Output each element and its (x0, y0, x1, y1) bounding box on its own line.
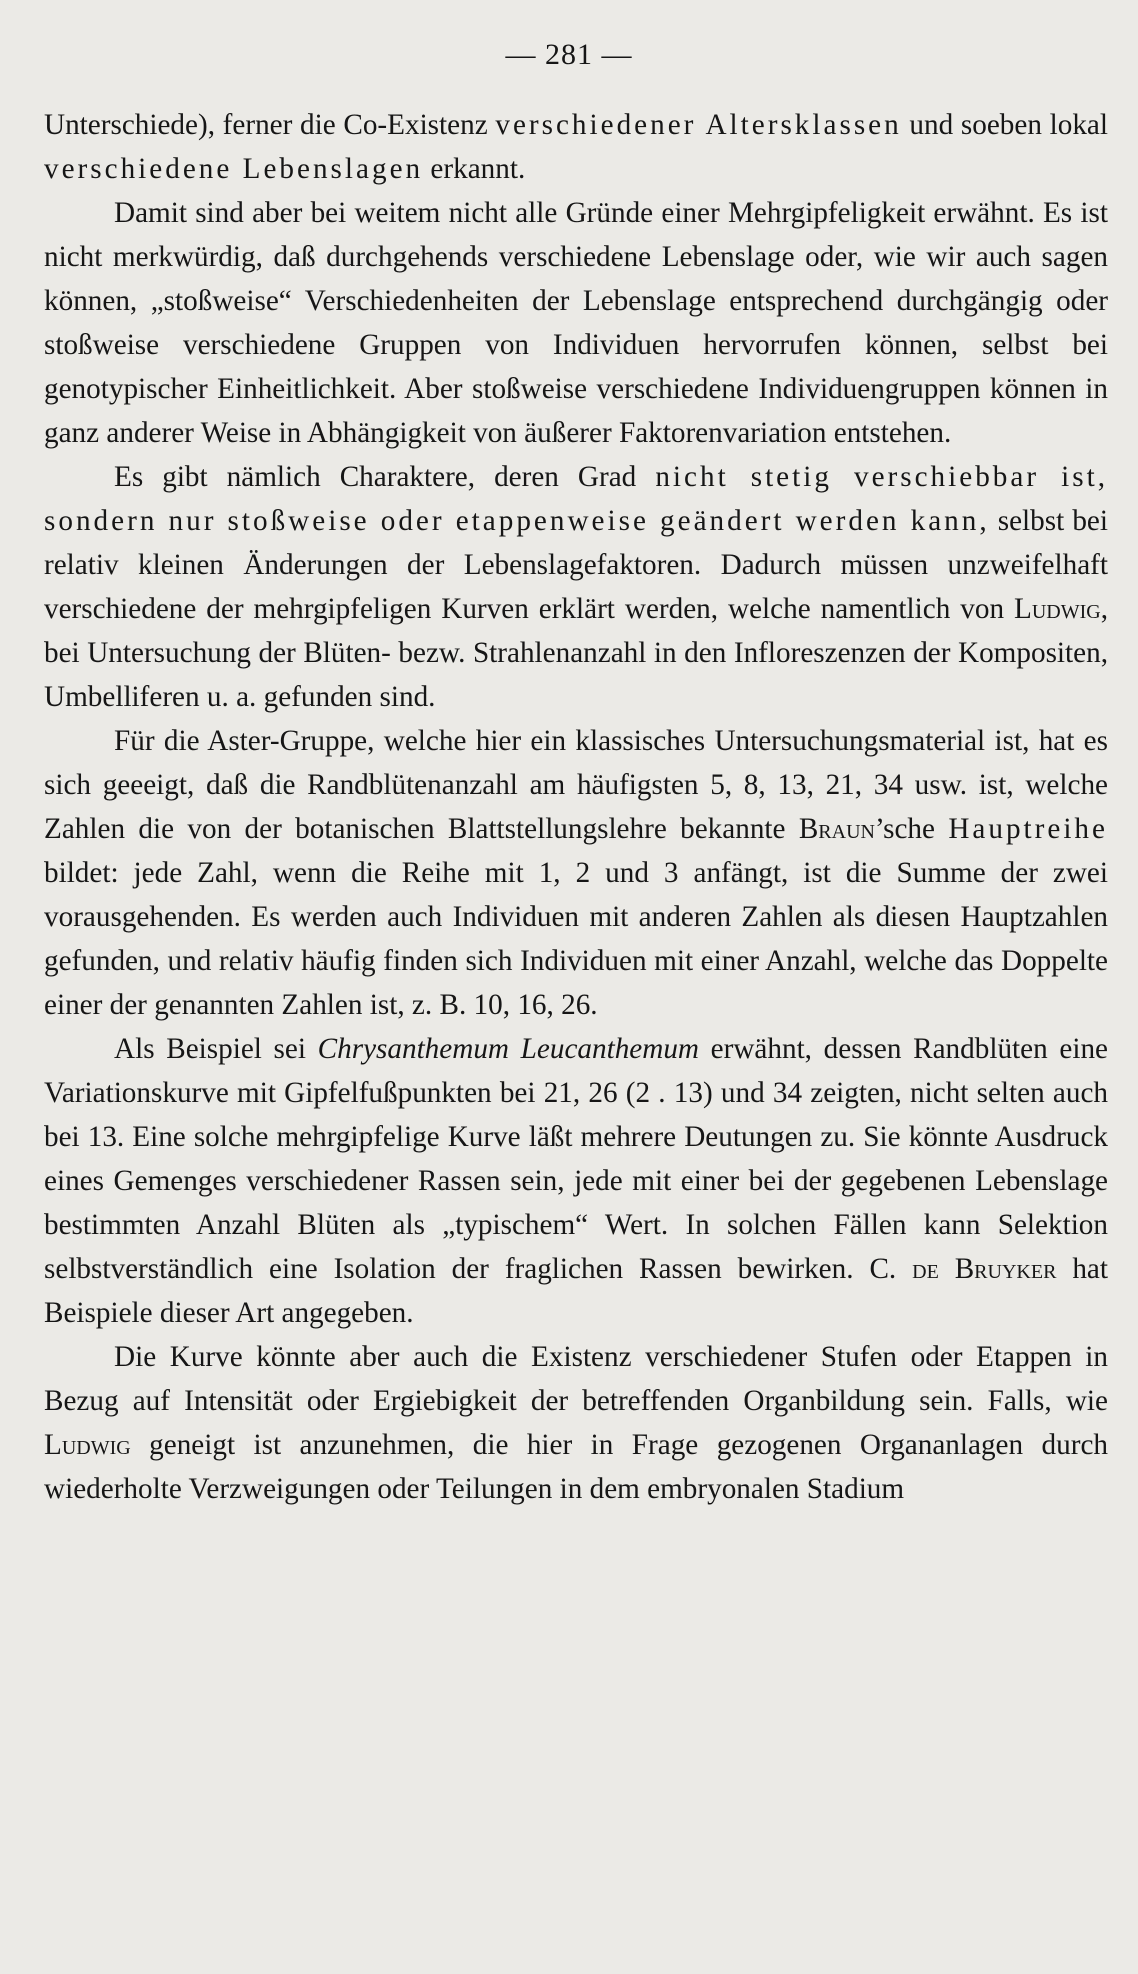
paragraph-3 (44, 455, 1108, 719)
paragraph-1 (44, 103, 1108, 191)
species-name: Chrysanthemum Leucanthemum (317, 1033, 699, 1065)
text-run: Unterschiede), ferner die Co-Existenz (44, 109, 496, 141)
text-run: hat Beispiele dieser Art angegeben. (44, 1253, 1108, 1329)
spaced-emphasis: nicht stetig verschiebbar ist, sondern nur stoßweise oder etappenweise geändert werden kann, (44, 461, 1108, 537)
paragraph-6 (44, 1335, 1108, 1511)
text-run: geneigt ist anzunehmen, die hier in Frage gezogenen Organanlagen durch wiederholte Verzweigungen oder Teilungen in dem embryonalen Stadium (44, 1429, 1108, 1505)
text-run: und soeben lokal (901, 109, 1108, 141)
text-run: Für die Aster-Gruppe, welche hier ein klassisches Untersuchungsmaterial ist, hat es sich geeeigt, daß die Randblütenanzahl am häufigsten 5, 8, 13, 21, 34 usw. ist, welche Zahlen die von der botanischen Blattstellungslehre bekannte (44, 725, 1108, 845)
text-run: ’sche (874, 813, 949, 845)
text-run: , bei Untersuchung der Blüten- bezw. Strahlenanzahl in den Infloreszenzen der Kompositen, Umbelliferen u. a. gefunden sind. (44, 593, 1108, 713)
text-run: Die Kurve könnte aber auch die Existenz verschiedener Stufen oder Etappen in Bezug auf Intensität oder Ergiebigkeit der betreffenden Organbildung sein. Falls, wie (44, 1341, 1108, 1417)
text-run: bildet: jede Zahl, wenn die Reihe mit 1, 2 und 3 anfängt, ist die Summe der zwei vorausgehenden. Es werden auch Individuen mit anderen Zahlen als diesen Hauptzahlen gefunden, und relativ häufig finden sich Individuen mit einer Anzahl, welche das Doppelte einer der genannten Zahlen ist, z. B. 10, 16, 26. (44, 857, 1108, 1021)
text-run: Als Beispiel sei (114, 1033, 318, 1065)
text-run: erwähnt, dessen Randblüten eine Variationskurve mit Gipfelfußpunkten bei 21, 26 (2 . 13) und 34 zeigten, nicht selten auch bei 13. Eine solche mehrgipfelige Kurve läßt mehrere Deutungen zu. Sie könnte Ausdruck eines Gemenges verschiedener Rassen sein, jede mit einer bei der gegebenen Lebenslage bestimmten Anzahl Blüten als „typischem“ Wert. In solchen Fällen kann Selektion selbstverständlich eine Isolation der fraglichen Rassen bewirken. C. (44, 1033, 1108, 1285)
author-name: de Bruyker (912, 1253, 1057, 1285)
paragraph-2 (44, 191, 1108, 455)
author-name: Braun (798, 813, 875, 845)
author-name: Ludwig (1014, 593, 1101, 625)
paragraph-5 (44, 1027, 1108, 1335)
text-run: erkannt. (423, 153, 526, 185)
text-run: Damit sind aber bei weitem nicht alle Gründe einer Mehrgipfeligkeit erwähnt. Es ist nicht merkwürdig, daß durchgehends verschiedene Lebenslage oder, wie wir auch sagen können, „stoßweise“ Verschiedenheiten der Lebenslage entsprechend durchgängig oder stoßweise verschiedene Gruppen von Individuen hervorrufen können, selbst bei genotypischer Einheitlichkeit. Aber stoßweise verschiedene Individuengruppen können in ganz anderer Weise in Abhängigkeit von äußerer Faktorenvariation entstehen. (44, 197, 1108, 449)
text-run: Es gibt nämlich Charaktere, deren Grad (114, 461, 656, 493)
body-text (44, 103, 1108, 1511)
paragraph-4 (44, 719, 1108, 1027)
spaced-emphasis: verschiedene Lebenslagen (44, 153, 424, 185)
spaced-emphasis: Hauptreihe (948, 813, 1108, 845)
spaced-emphasis: verschiedener Altersklassen (495, 109, 902, 141)
page-number: — 281 — (505, 38, 633, 71)
text-run: selbst bei relativ kleinen Änderungen der Lebenslagefaktoren. Dadurch müssen unzweifelhaft verschiedene der mehrgipfeligen Kurven erklärt werden, welche namentlich von (44, 505, 1108, 625)
author-name: Ludwig (44, 1429, 131, 1461)
